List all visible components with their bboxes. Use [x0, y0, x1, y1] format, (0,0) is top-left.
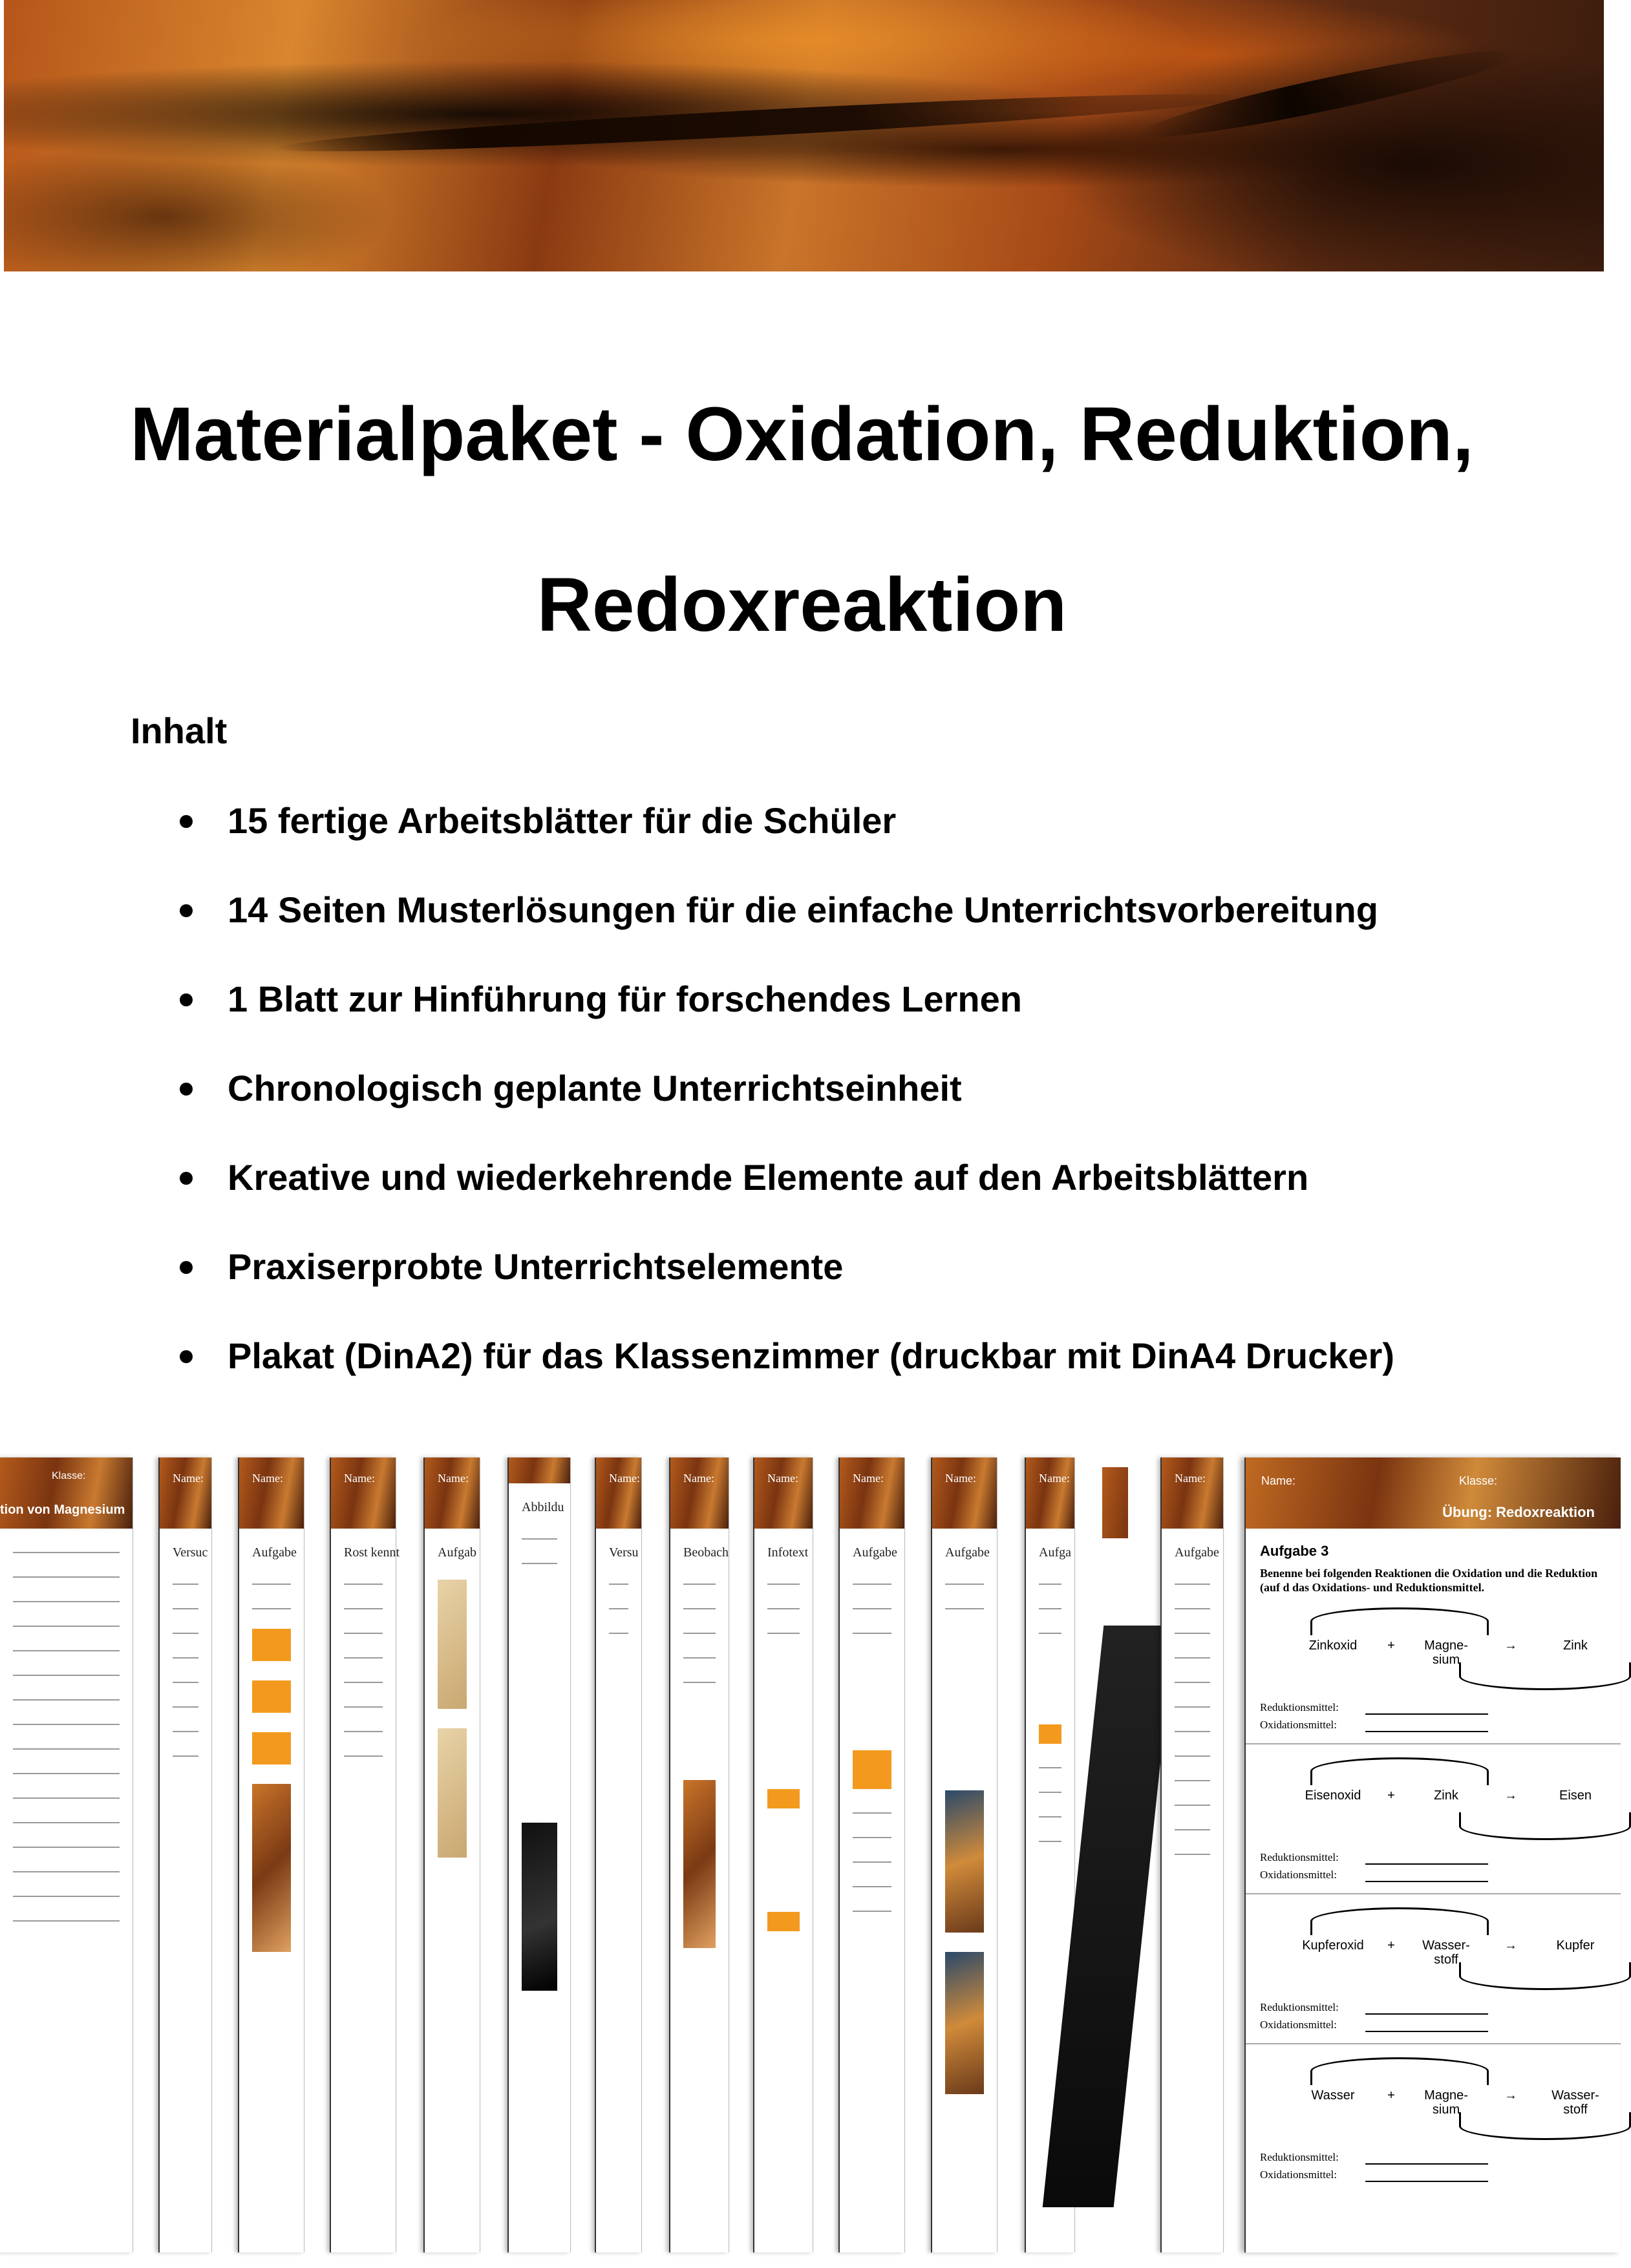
worksheet-thumbnail: Name: Aufgabe: [931, 1457, 997, 2252]
sheet-heading: Aufgab: [438, 1545, 476, 1560]
list-item: [175, 1066, 1394, 1155]
contents-list: [175, 798, 1394, 1423]
reduction-agent-label: Reduktionsmittel:: [1260, 2001, 1339, 2013]
answer-line[interactable]: [1365, 1731, 1488, 1732]
worksheet-thumbnail-redox: [1244, 1457, 1621, 2252]
worksheet-thumbnail: [507, 1457, 571, 2252]
answer-line[interactable]: [1365, 1881, 1488, 1882]
worksheet-thumbnail: Name: Aufgab: [423, 1457, 480, 2252]
task-title: Aufgabe 3: [1260, 1543, 1329, 1559]
reaction-row: Kupferoxid + Wasser- stoff → Kupfer Reduktionsmittel: Oxidationsmittel:: [1246, 1894, 1621, 2044]
worksheet-header: [1246, 1457, 1621, 1529]
list-item-text: 1 Blatt zur Hinführung für forschendes Lernen: [228, 979, 1022, 1019]
title-line-1: Materialpaket - Oxidation, Reduktion,: [130, 392, 1474, 477]
worksheet-thumbnail: [0, 1457, 133, 2252]
reactant: Zinkoxid: [1308, 1638, 1358, 1653]
reaction-row: Zinkoxid + Magne- sium → Zink Reduktionsmittel: Oxidationsmittel:: [1246, 1595, 1621, 1744]
list-item: [175, 887, 1394, 977]
product: Wasser- stoff: [1551, 2088, 1599, 2117]
worksheet-preview-strip: [0, 1457, 1604, 2268]
worksheet-thumbnail: Name: Aufgabe: [838, 1457, 905, 2252]
sheet-heading: Versu: [609, 1545, 639, 1560]
list-item: [175, 1333, 1394, 1423]
sheet-heading: Aufgabe: [853, 1545, 897, 1560]
list-item: [175, 977, 1394, 1066]
list-item-text: 14 Seiten Musterlösungen für die einfache Unterrichtsvorbereitung: [228, 889, 1378, 930]
worksheet-title: Übung: Redoxreaktion: [1442, 1504, 1595, 1520]
reactant: Eisenoxid: [1305, 1788, 1361, 1803]
class-label: Klasse:: [1459, 1474, 1498, 1487]
reactant: Magne- sium: [1424, 1638, 1468, 1667]
document-title: [0, 349, 1604, 690]
title-line-2: Redoxreaktion: [537, 562, 1067, 648]
worksheet-thumbnail: Name: Infotext: [753, 1457, 813, 2252]
reduction-agent-label: Reduktionsmittel:: [1260, 1851, 1339, 1863]
poster-header: [1102, 1467, 1128, 1538]
list-item-text: Plakat (DinA2) für das Klassenzimmer (druckbar mit DinA4 Drucker): [228, 1335, 1394, 1376]
answer-line[interactable]: [1365, 2013, 1488, 2015]
bullet-icon: [180, 993, 193, 1006]
contents-heading: Inhalt: [131, 710, 228, 751]
oxidation-agent-label: Oxidationsmittel:: [1260, 2168, 1337, 2181]
name-label: Name:: [1261, 1474, 1296, 1487]
reactant: Wasser: [1311, 2088, 1355, 2103]
reduction-agent-label: Reduktionsmittel:: [1260, 1701, 1339, 1713]
worksheet-thumbnail: Name: Versu: [595, 1457, 642, 2252]
task-instruction: Benenne bei folgenden Reaktionen die Oxidation und die Reduktion (auf d das Oxidations- und Reduktionsmittel.: [1260, 1567, 1598, 1594]
answer-line[interactable]: [1365, 1713, 1488, 1715]
reactant: Magne- sium: [1424, 2088, 1468, 2117]
worksheet-thumbnail: Name: Versuc: [158, 1457, 212, 2252]
reactant: Kupferoxid: [1302, 1938, 1364, 1953]
bullet-icon: [180, 1083, 193, 1096]
bullet-icon: [180, 1261, 193, 1274]
sheet-heading: Aufgabe: [945, 1545, 990, 1560]
worksheet-thumbnail: Name: Aufga: [1025, 1457, 1075, 2252]
list-item: [175, 1244, 1394, 1333]
sheet-heading: Versuc: [173, 1545, 208, 1560]
list-item: [175, 1155, 1394, 1244]
list-item-text: Praxiserprobte Unterrichtselemente: [228, 1246, 844, 1287]
bullet-icon: [180, 904, 193, 917]
sheet-heading: Infotext: [767, 1545, 809, 1560]
class-label: Klasse:: [52, 1470, 86, 1481]
list-item-text: Kreative und wiederkehrende Elemente auf den Arbeitsblättern: [228, 1157, 1309, 1198]
product: Zink: [1563, 1638, 1588, 1653]
oxidation-agent-label: Oxidationsmittel:: [1260, 1869, 1337, 1881]
sheet-title: tion von Magnesium: [0, 1503, 125, 1517]
sheet-heading: Rost kennt: [344, 1545, 400, 1560]
answer-line[interactable]: [1365, 2163, 1488, 2165]
sheet-heading: Aufgabe: [1175, 1545, 1219, 1560]
oxidation-agent-label: Oxidationsmittel:: [1260, 2019, 1337, 2031]
answer-line[interactable]: [1365, 1863, 1488, 1865]
worksheet-thumbnail: Name: Aufgabe: [1160, 1457, 1224, 2252]
worksheet-thumbnail: Name: Aufgabe: [238, 1457, 304, 2252]
product: Kupfer: [1556, 1938, 1595, 1953]
reactant: Zink: [1434, 1788, 1458, 1803]
worksheet-thumbnail: Name: Rost kennt: [330, 1457, 396, 2252]
worksheet-thumbnail: Name: Beobach: [669, 1457, 729, 2252]
list-item-text: Chronologisch geplante Unterrichtseinheit: [228, 1068, 962, 1108]
list-item: [175, 798, 1394, 887]
product: Eisen: [1559, 1788, 1592, 1803]
sheet-heading: Aufga: [1039, 1545, 1071, 1560]
reduction-agent-label: Reduktionsmittel:: [1260, 2151, 1339, 2163]
banner-crack: [275, 85, 1245, 161]
answer-line[interactable]: [1365, 2181, 1488, 2182]
bullet-icon: [180, 815, 193, 828]
answer-line[interactable]: [1365, 2031, 1488, 2032]
list-item-text: 15 fertige Arbeitsblätter für die Schüler: [228, 800, 897, 841]
bullet-icon: [180, 1350, 193, 1363]
reactant: Wasser- stoff: [1422, 1938, 1470, 1967]
oxidation-agent-label: Oxidationsmittel:: [1260, 1719, 1337, 1731]
header-banner-image: [4, 0, 1604, 271]
sheet-heading: Abbildu: [522, 1500, 564, 1514]
sheet-heading: Aufgabe: [252, 1545, 297, 1560]
bullet-icon: [180, 1172, 193, 1185]
reaction-row: Wasser + Magne- sium → Wasser- stoff Reduktionsmittel: Oxidationsmittel:: [1246, 2044, 1621, 2193]
sheet-heading: Beobach: [683, 1545, 729, 1560]
reaction-row: Eisenoxid + Zink → Eisen Reduktionsmittel: Oxidationsmittel:: [1246, 1744, 1621, 1894]
